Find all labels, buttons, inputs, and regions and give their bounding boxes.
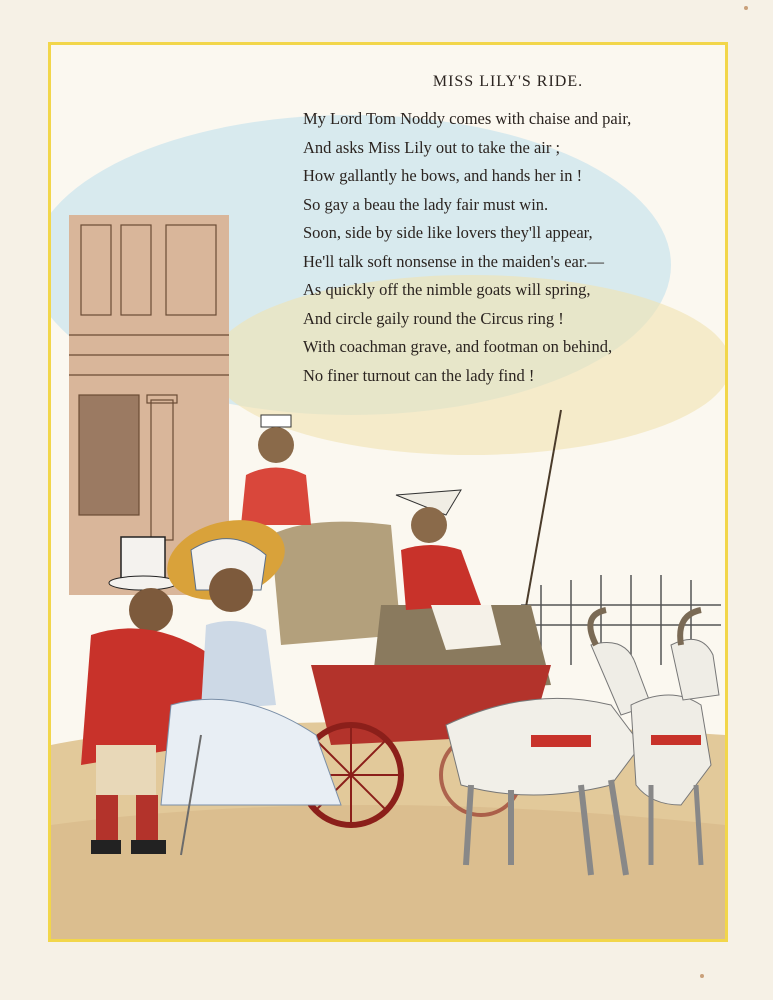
poem-line: And circle gaily round the Circus ring !: [303, 308, 564, 328]
poem-line: As quickly off the nimble goats will spring,: [303, 280, 591, 299]
poem-line: He'll talk soft nonsense in the maiden's ear.—: [303, 251, 605, 271]
paper-speck: [744, 6, 748, 10]
poem-line: With coachman grave, and footman on behind,: [303, 337, 613, 356]
poem-line: And asks Miss Lily out to take the air ;: [303, 137, 561, 157]
poem: [303, 65, 713, 390]
page-frame: [48, 42, 728, 942]
poem-line: How gallantly he bows, and hands her in !: [303, 166, 583, 185]
paper-speck: [700, 974, 704, 978]
poem-line: Soon, side by side like lovers they'll appear,: [303, 223, 593, 242]
poem-title: MISS LILY'S RIDE.: [432, 73, 584, 90]
poem-line: My Lord Tom Noddy comes with chaise and pair,: [303, 109, 632, 128]
poem-line: No finer turnout can the lady find !: [303, 365, 535, 385]
poem-line: So gay a beau the lady fair must win.: [303, 194, 549, 214]
